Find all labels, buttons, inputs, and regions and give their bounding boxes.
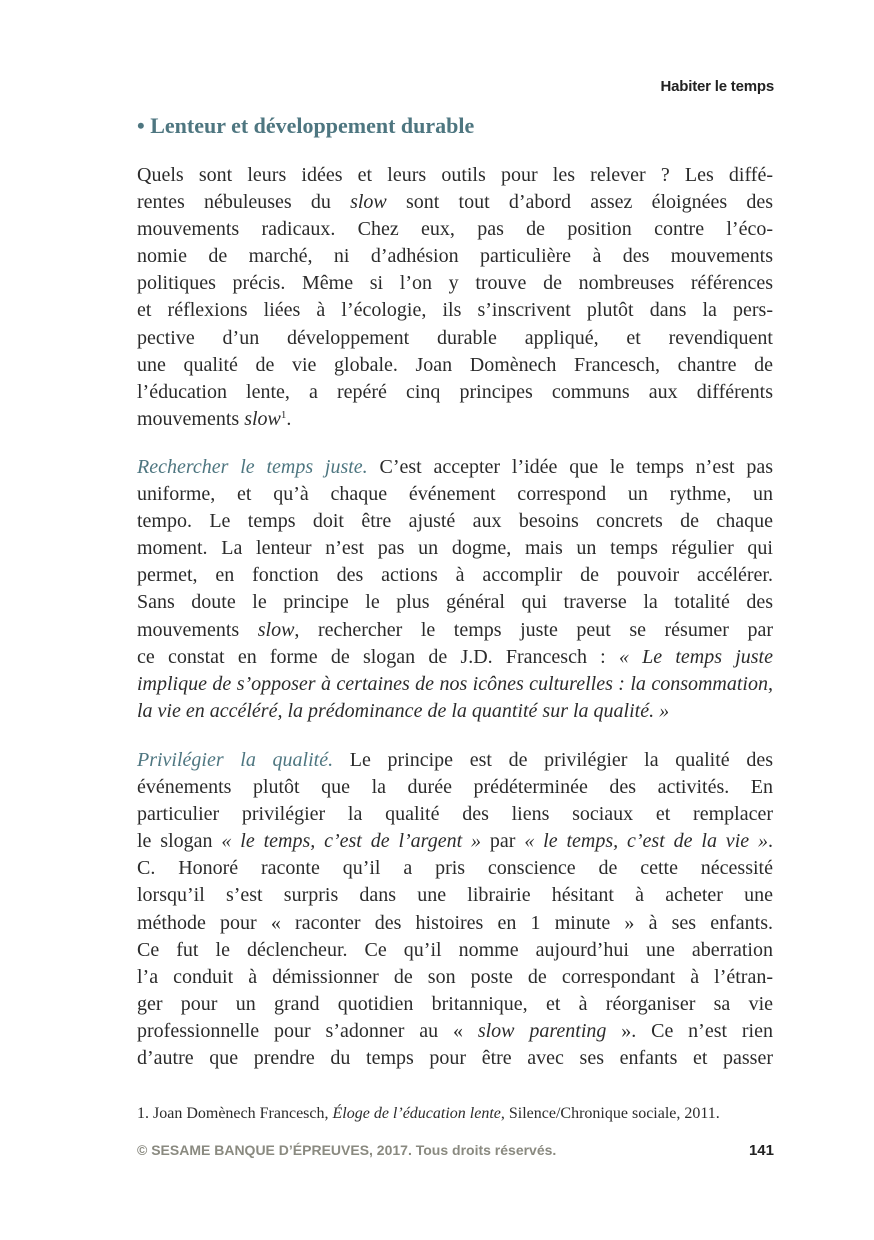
text-segment: pective d’un développement durable appliqué, et revendiquent	[137, 326, 773, 349]
text-line	[137, 671, 773, 698]
text-segment: slow	[350, 191, 387, 214]
text-line	[137, 589, 773, 616]
text-segment: tempo. Le temps doit être ajusté aux besoins concrets de chaque	[137, 510, 773, 533]
text-segment: permet, en fonction des actions à accomplir de pouvoir accélérer.	[137, 564, 773, 587]
text-line	[137, 481, 773, 508]
text-segment: nomie de marché, ni d’adhésion particulière à des mouvements	[137, 245, 773, 268]
text-line	[137, 991, 773, 1018]
page-footer	[137, 1142, 774, 1158]
text-segment: méthode pour « raconter des histoires en 1 minute » à ses enfants.	[137, 911, 773, 934]
text-line	[137, 216, 773, 243]
text-line	[137, 801, 773, 828]
text-segment: Quels sont leurs idées et leurs outils pour les relever ? Les diffé-	[137, 164, 773, 186]
text-segment: mouvements radicaux. Chez eux, pas de position contre l’éco-	[137, 218, 773, 241]
text-line	[137, 454, 773, 481]
text-segment: C’est accepter l’idée que le temps n’est pas	[367, 456, 774, 478]
text-segment: et réflexions liées à l’écologie, ils s’inscrivent plutôt dans la pers-	[137, 299, 773, 322]
text-segment: implique de s’opposer à certaines de nos icônes culturelles : la consommation,	[137, 672, 773, 695]
text-segment: slow	[244, 407, 281, 430]
paragraph	[137, 162, 773, 433]
section-title: • Lenteur et développement durable	[137, 113, 475, 138]
text-line	[137, 774, 773, 801]
text-segment: « le temps, c’est de l’argent »	[221, 830, 482, 853]
text-line	[137, 508, 773, 535]
text-line	[137, 162, 773, 189]
text-segment: slow	[257, 618, 295, 641]
text-segment: la vie en accéléré, la prédominance de la quantité sur la qualité. »	[137, 699, 670, 722]
text-segment: , rechercher le temps juste peut se résumer par	[294, 618, 773, 641]
text-segment: événements plutôt que la durée prédéterminée des activités. En	[137, 776, 773, 799]
text-segment: mouvements	[137, 407, 245, 430]
text-segment: politiques précis. Même si l’on y trouve de nombreuses références	[137, 272, 773, 295]
text-segment: « Le temps juste	[618, 645, 773, 668]
text-line	[137, 698, 773, 725]
footnote-number: 1.	[137, 1105, 153, 1122]
text-segment: ». Ce n’est rien	[606, 1019, 773, 1042]
text-segment: Ce fut le déclencheur. Ce qu’il nomme aujourd’hui une aberration	[137, 938, 773, 961]
text-segment: ger pour un grand quotidien britannique, et à réorganiser sa vie	[137, 992, 773, 1015]
text-segment: ce constat en forme de slogan de J.D. Francesch :	[137, 645, 619, 668]
footnote	[137, 1105, 720, 1123]
text-line	[137, 644, 773, 671]
text-line	[137, 828, 773, 855]
text-line	[137, 747, 773, 774]
text-segment: uniforme, et qu’à chaque événement correspond un rythme, un	[137, 483, 773, 506]
text-line	[137, 243, 773, 270]
principle-heading: Rechercher le temps juste.	[137, 456, 368, 478]
text-segment: Sans doute le principe le plus général qui traverse la totalité des	[137, 591, 773, 614]
paragraph	[137, 747, 773, 1072]
paragraph	[137, 454, 773, 725]
text-segment: le slogan	[137, 830, 222, 853]
text-segment: moment. La lenteur n’est pas un dogme, mais un temps régulier qui	[137, 537, 773, 560]
footnote-title: Éloge de l’éducation lente	[332, 1105, 501, 1122]
text-segment: mouvements	[137, 618, 258, 641]
text-line	[137, 406, 773, 433]
text-line	[137, 352, 773, 379]
text-segment: « le temps, c’est de la vie »	[524, 830, 768, 853]
text-line	[137, 189, 773, 216]
text-segment: slow parenting	[477, 1019, 607, 1042]
text-line	[137, 562, 773, 589]
text-segment: professionnelle pour s’adonner au «	[137, 1019, 478, 1042]
text-segment: C. Honoré raconte qu’il a pris conscience de cette nécessité	[137, 857, 773, 880]
text-segment: d’autre que prendre du temps pour être avec ses enfants et passer	[137, 1047, 773, 1070]
text-line	[137, 1045, 773, 1072]
text-segment: .	[768, 830, 773, 853]
text-line	[137, 882, 773, 909]
footnote-author: Joan Domènech Francesch,	[153, 1105, 333, 1122]
text-segment: lorsqu’il s’est surpris dans une librairie hésitant à acheter une	[137, 884, 773, 907]
text-segment: rentes nébuleuses du	[137, 191, 351, 214]
text-segment: par	[481, 830, 525, 853]
text-line	[137, 617, 773, 644]
text-line	[137, 855, 773, 882]
text-line	[137, 964, 773, 991]
principle-heading: Privilégier la qualité.	[137, 749, 334, 771]
text-line	[137, 910, 773, 937]
copyright-notice: © SESAME BANQUE D’ÉPREUVES, 2017. Tous droits réservés.	[137, 1142, 557, 1158]
text-line	[137, 270, 773, 297]
page-number: 141	[748, 1142, 774, 1159]
text-segment: Le principe est de privilégier la qualité des	[333, 749, 773, 771]
text-segment: une qualité de vie globale. Joan Domènech Francesch, chantre de	[137, 353, 773, 376]
text-line	[137, 937, 773, 964]
text-line	[137, 535, 773, 562]
text-line	[137, 297, 773, 324]
running-head: Habiter le temps	[660, 78, 774, 95]
text-segment: l’a conduit à démissionner de son poste de correspondant à l’étran-	[137, 965, 773, 988]
footnote-publisher: , Silence/Chronique sociale, 2011.	[500, 1105, 720, 1122]
text-line	[137, 1018, 773, 1045]
text-segment: particulier privilégier la qualité des liens sociaux et remplacer	[137, 803, 773, 826]
footnote-ref: 1	[280, 408, 287, 421]
text-line	[137, 379, 773, 406]
text-segment: sont tout d’abord assez éloignées des	[386, 191, 773, 214]
text-segment: .	[286, 407, 292, 430]
text-segment: l’éducation lente, a repéré cinq principes communs aux différents	[137, 380, 773, 403]
text-line	[137, 325, 773, 352]
